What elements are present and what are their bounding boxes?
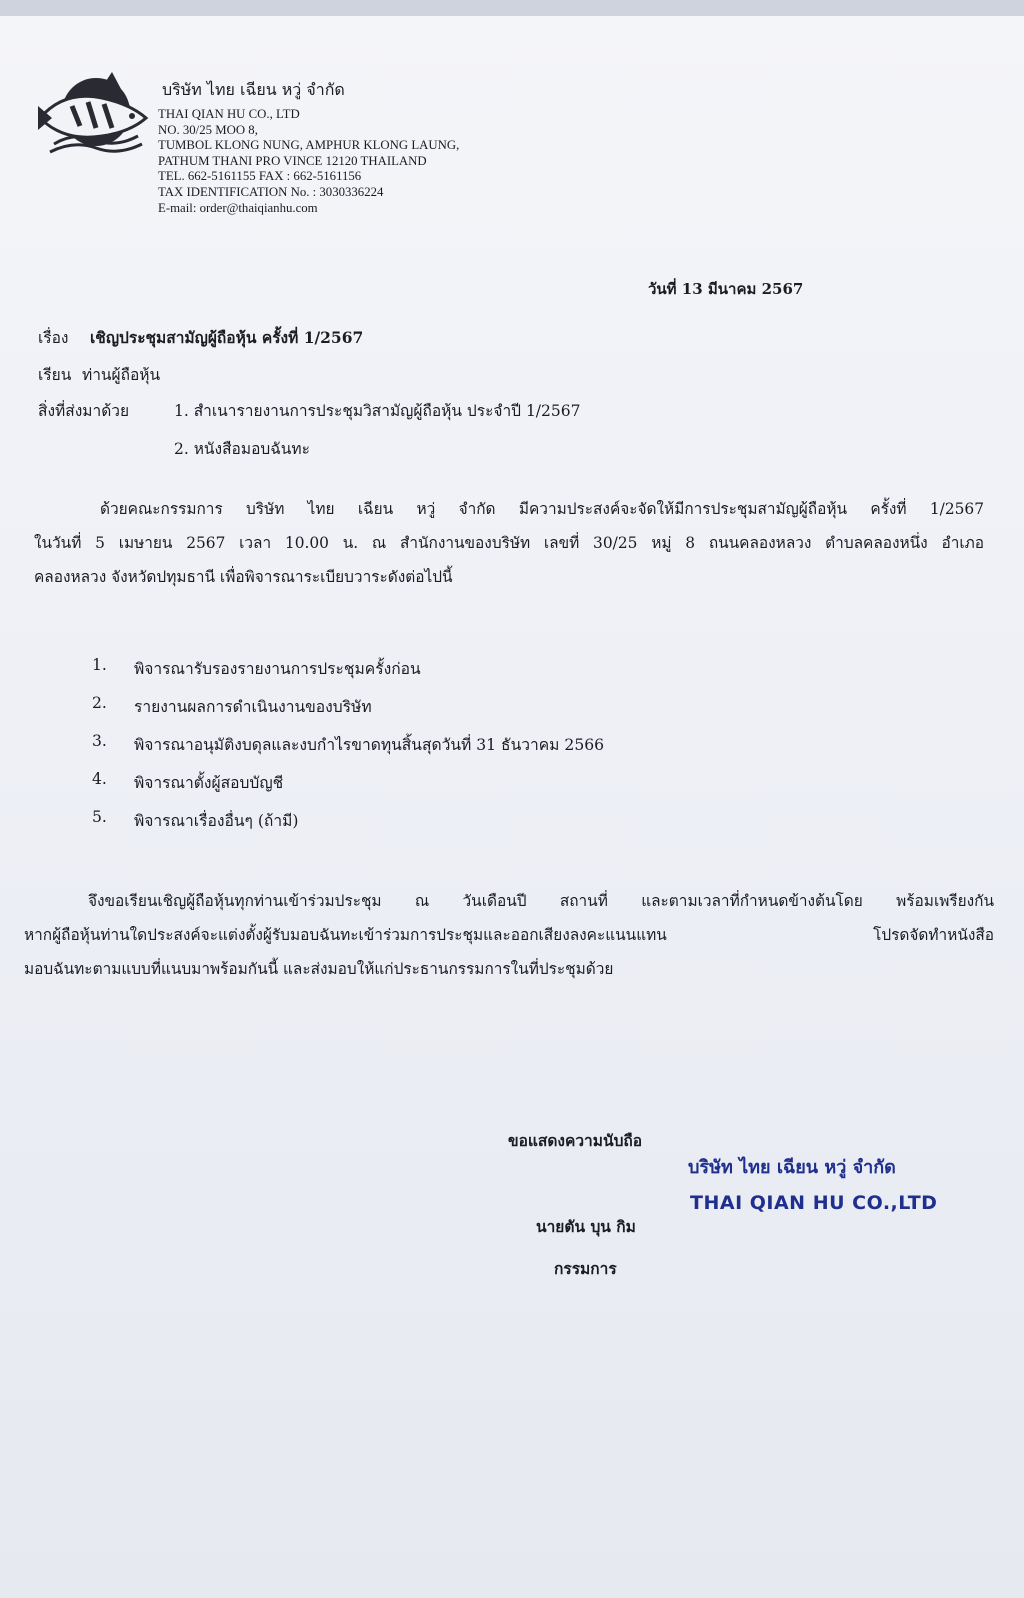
body-paragraph-2 xyxy=(24,884,994,986)
signer-title: กรรมการ xyxy=(554,1259,617,1278)
letter-date: วันที่ 13 มีนาคม 2567 xyxy=(648,280,804,298)
address-line: THAI QIAN HU CO., LTD xyxy=(158,107,300,121)
company-name-thai: บริษัท ไทย เฉียน หวู่ จำกัด xyxy=(162,80,345,99)
address-line: TEL. 662-5161155 FAX : 662-5161156 xyxy=(158,169,362,184)
paragraph-line: ด้วยคณะกรรมการ บริษัท ไทย เฉียน หวู่ จำกัด มีความประสงค์จะจัดให้มีการประชุมสามัญผู้ถือหุ้น ครั้งที่ 1/2567 xyxy=(100,500,984,518)
agenda-number: 1. xyxy=(92,656,107,674)
paragraph-line: จึงขอเรียนเชิญผู้ถือหุ้นทุกท่านเข้าร่วมประชุม ณ วันเดือนปี สถานที่ และตามเวลาที่กำหนดข้างต้นโดย พร้อมเพรียงกัน xyxy=(88,892,994,910)
signer-name: นายตัน บุน กิม xyxy=(536,1217,636,1236)
address-line: TAX IDENTIFICATION No. : 3030336224 xyxy=(158,184,384,199)
paragraph-line: ในวันที่ 5 เมษายน 2567 เวลา 10.00 น. ณ สำนักงานของบริษัท เลขที่ 30/25 หมู่ 8 ถนนคลองหลวง ตำบลคลองหนึ่ง อำเภอ xyxy=(34,534,984,552)
company-logo-icon xyxy=(34,66,152,166)
to-label: เรียน xyxy=(38,366,72,384)
agenda-number: 5. xyxy=(92,808,107,826)
paragraph-line: หากผู้ถือหุ้นท่านใดประสงค์จะแต่งตั้งผู้รับมอบฉันทะเข้าร่วมการประชุมและออกเสียงลงคะแนนแทน โปรดจัดทำหนังสือ xyxy=(24,926,994,944)
enclosures-label: สิ่งที่ส่งมาด้วย xyxy=(38,402,130,420)
agenda-text: พิจารณาอนุมัติงบดุลและงบกำไรขาดทุนสิ้นสุดวันที่ 31 ธันวาคม 2566 xyxy=(134,736,605,754)
closing-text: ขอแสดงความนับถือ xyxy=(508,1131,643,1150)
enclosure-item: 1. สำเนารายงานการประชุมวิสามัญผู้ถือหุ้น ประจำปี 1/2567 xyxy=(174,402,581,420)
company-stamp-thai: บริษัท ไทย เฉียน หวู่ จำกัด xyxy=(688,1157,896,1178)
agenda-number: 2. xyxy=(92,694,107,712)
subject-text: เชิญประชุมสามัญผู้ถือหุ้น ครั้งที่ 1/2567 xyxy=(90,328,364,347)
agenda-text: พิจารณารับรองรายงานการประชุมครั้งก่อน xyxy=(134,660,421,678)
paragraph-line: มอบฉันทะตามแบบที่แนบมาพร้อมกันนี้ และส่งมอบให้แก่ประธานกรรมการในที่ประชุมด้วย xyxy=(24,960,614,978)
subject-label: เรื่อง xyxy=(38,329,69,347)
enclosure-item: 2. หนังสือมอบฉันทะ xyxy=(174,440,310,458)
agenda-number: 4. xyxy=(92,770,107,788)
to-text: ท่านผู้ถือหุ้น xyxy=(82,366,161,384)
agenda-text: พิจารณาเรื่องอื่นๆ (ถ้ามี) xyxy=(134,812,299,830)
paragraph-line: คลองหลวง จังหวัดปทุมธานี เพื่อพิจารณาระเบียบวาระดังต่อไปนี้ xyxy=(34,568,453,586)
agenda-text: พิจารณาตั้งผู้สอบบัญชี xyxy=(134,774,284,792)
agenda-text: รายงานผลการดำเนินงานของบริษัท xyxy=(134,698,372,716)
address-line: TUMBOL KLONG NUNG, AMPHUR KLONG LAUNG, xyxy=(158,138,460,153)
company-stamp-english: THAI QIAN HU CO.,LTD xyxy=(690,1192,938,1214)
address-line: E-mail: order@thaiqianhu.com xyxy=(158,200,318,215)
company-address xyxy=(158,107,459,216)
address-line: NO. 30/25 MOO 8, xyxy=(158,122,258,137)
address-line: PATHUM THANI PRO VINCE 12120 THAILAND xyxy=(158,153,427,168)
scan-edge xyxy=(0,0,1024,16)
agenda-number: 3. xyxy=(92,732,107,750)
body-paragraph-1 xyxy=(34,492,984,594)
